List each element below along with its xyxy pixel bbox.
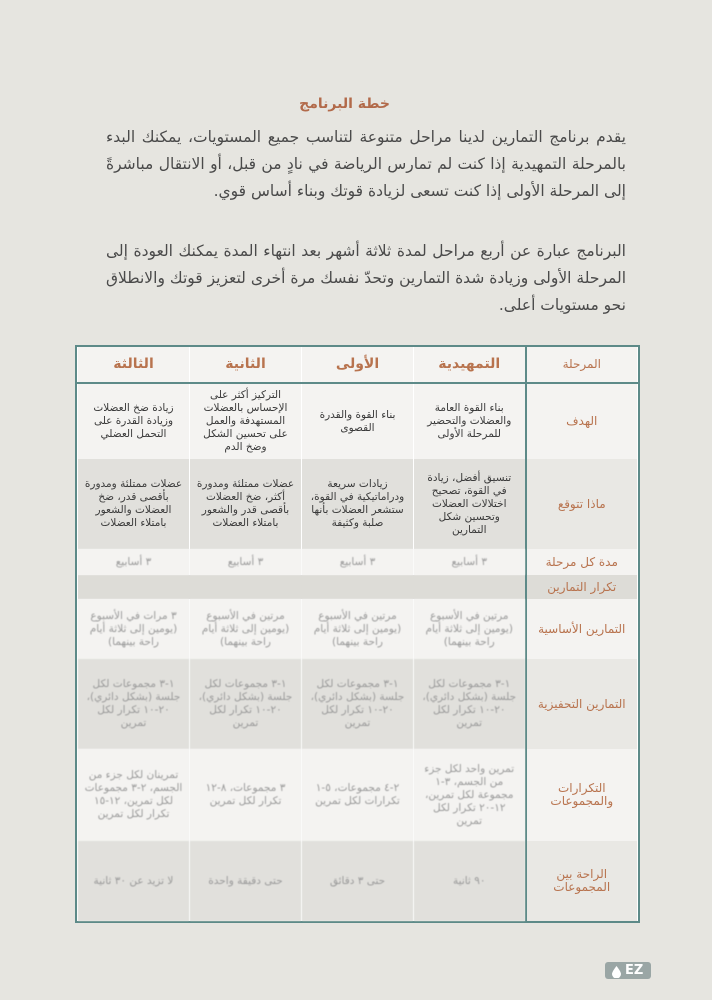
- table-cell: ٣ أسابيع: [414, 549, 526, 575]
- table-row-rest: [78, 841, 638, 921]
- table-row-basic: [78, 599, 638, 659]
- row-label-basic: التمارين الأساسية: [526, 599, 638, 659]
- table-cell: زيادات سريعة ودراماتيكية في القوة، ستشعر العضلات بأنها صلبة وكثيفة: [302, 459, 414, 549]
- row-label-duration: مدة كل مرحلة: [526, 549, 638, 575]
- table-cell: حتى ٣ دقائق: [302, 841, 414, 921]
- section-title: خطة البرنامج: [299, 96, 390, 112]
- header-intro: التمهيدية: [414, 347, 526, 383]
- table-cell: لا تزيد عن ٣٠ ثانية: [78, 841, 190, 921]
- table-cell: التركيز أكثر على الإحساس بالعضلات المستهدفة والعمل على تحسين الشكل وضخ الدم: [190, 383, 302, 459]
- row-label-rest: الراحة بين المجموعات: [526, 841, 638, 921]
- header-first: الأولى: [302, 347, 414, 383]
- table-row-repeat-band: [78, 575, 638, 599]
- table-cell: ٣ مرات في الأسبوع (يومين إلى ثلاثة أيام راحة بينهما): [78, 599, 190, 659]
- table-cell: ١-٣ مجموعات لكل جلسة (بشكل دائري)، ٢٠-١٠ تكرار لكل تمرين: [190, 659, 302, 749]
- program-table: [75, 345, 640, 923]
- table-cell: ١-٣ مجموعات لكل جلسة (بشكل دائري)، ٢٠-١٠ تكرار لكل تمرين: [302, 659, 414, 749]
- table-cell: ٩٠ ثانية: [414, 841, 526, 921]
- table-row-goal: [78, 383, 638, 459]
- table-cell: مرتين في الأسبوع (يومين إلى ثلاثة أيام راحة بينهما): [414, 599, 526, 659]
- table-cell: ٢-٤ مجموعات، ٥-١ تكرارات لكل تمرين: [302, 749, 414, 841]
- header-second: الثانية: [190, 347, 302, 383]
- table-row-reps: [78, 749, 638, 841]
- row-label-goal: الهدف: [526, 383, 638, 459]
- table-cell: زيادة ضخ العضلات وزيادة القدرة على التحمل العضلي: [78, 383, 190, 459]
- table-cell: بناء القوة العامة والعضلات والتحضير للمرحلة الأولى: [414, 383, 526, 459]
- table-cell: ٣ أسابيع: [190, 549, 302, 575]
- header-third: الثالثة: [78, 347, 190, 383]
- intro-paragraph: يقدم برنامج التمارين لدينا مراحل متنوعة لتناسب جميع المستويات، يمكنك البدء بالمرحلة التمهيدية إذا كنت لم تمارس الرياضة في نادٍ من قبل، أو الانتقال مباشرةً إلى المرحلة الأولى إذا كنت تسعى لزيادة قوتك وبناء أساس قوي.: [106, 128, 626, 200]
- table-cell: عضلات ممتلئة ومدورة بأقصى قدر، ضخ العضلات والشعور بامتلاء العضلات: [78, 459, 190, 549]
- table-header-row: [78, 347, 638, 383]
- table-cell: ١-٣ مجموعات لكل جلسة (بشكل دائري)، ٢٠-١٠ تكرار لكل تمرين: [414, 659, 526, 749]
- table-cell: حتى دقيقة واحدة: [190, 841, 302, 921]
- brand-label: EZ: [625, 963, 644, 978]
- table-cell: تمرين واحد لكل جزء من الجسم، ٣-١ مجموعة لكل تمرين، ١٢-٢٠ تكرار لكل تمرين: [414, 749, 526, 841]
- row-label-repeat: تكرار التمارين: [526, 575, 638, 599]
- row-label-stimulus: التمارين التحفيزية: [526, 659, 638, 749]
- table-cell: ٣ أسابيع: [302, 549, 414, 575]
- table-cell: عضلات ممتلئة ومدورة أكثر، ضخ العضلات بأقصى قدر والشعور بامتلاء العضلات: [190, 459, 302, 549]
- table-row-stimulus: [78, 659, 638, 749]
- table-cell: تنسيق أفضل، زيادة في القوة، تصحيح اختلالات العضلات وتحسين شكل التمارين: [414, 459, 526, 549]
- table-row-expect: [78, 459, 638, 549]
- table-cell: مرتين في الأسبوع (يومين إلى ثلاثة أيام راحة بينهما): [190, 599, 302, 659]
- row-label-reps: التكرارات والمجموعات: [526, 749, 638, 841]
- row-label-expect: ماذا تتوقع: [526, 459, 638, 549]
- table-cell: بناء القوة والقدرة القصوى: [302, 383, 414, 459]
- table-cell: تمرينان لكل جزء من الجسم، ٢-٣ مجموعات لكل تمرين، ١٢-١٥ تكرار لكل تمرين: [78, 749, 190, 841]
- table-row-duration: [78, 549, 638, 575]
- table-cell: مرتين في الأسبوع (يومين إلى ثلاثة أيام راحة بينهما): [302, 599, 414, 659]
- table-cell: ٣ أسابيع: [78, 549, 190, 575]
- table-cell: ١-٣ مجموعات لكل جلسة (بشكل دائري)، ٢٠-١٠ تكرار لكل تمرين: [78, 659, 190, 749]
- header-stage: المرحلة: [526, 347, 638, 383]
- table-cell: ٣ مجموعات، ٨-١٢ تكرار لكل تمرين: [190, 749, 302, 841]
- program-paragraph: البرنامج عبارة عن أربع مراحل لمدة ثلاثة أشهر بعد انتهاء المدة يمكنك العودة إلى المرحلة الأولى وزيادة شدة التمارين وتحدّ نفسك مرة أخرى لتعزيز قوتك والانطلاق نحو مستويات أعلى.: [106, 242, 626, 314]
- band-spacer: [78, 575, 526, 599]
- drop-icon: [612, 966, 621, 978]
